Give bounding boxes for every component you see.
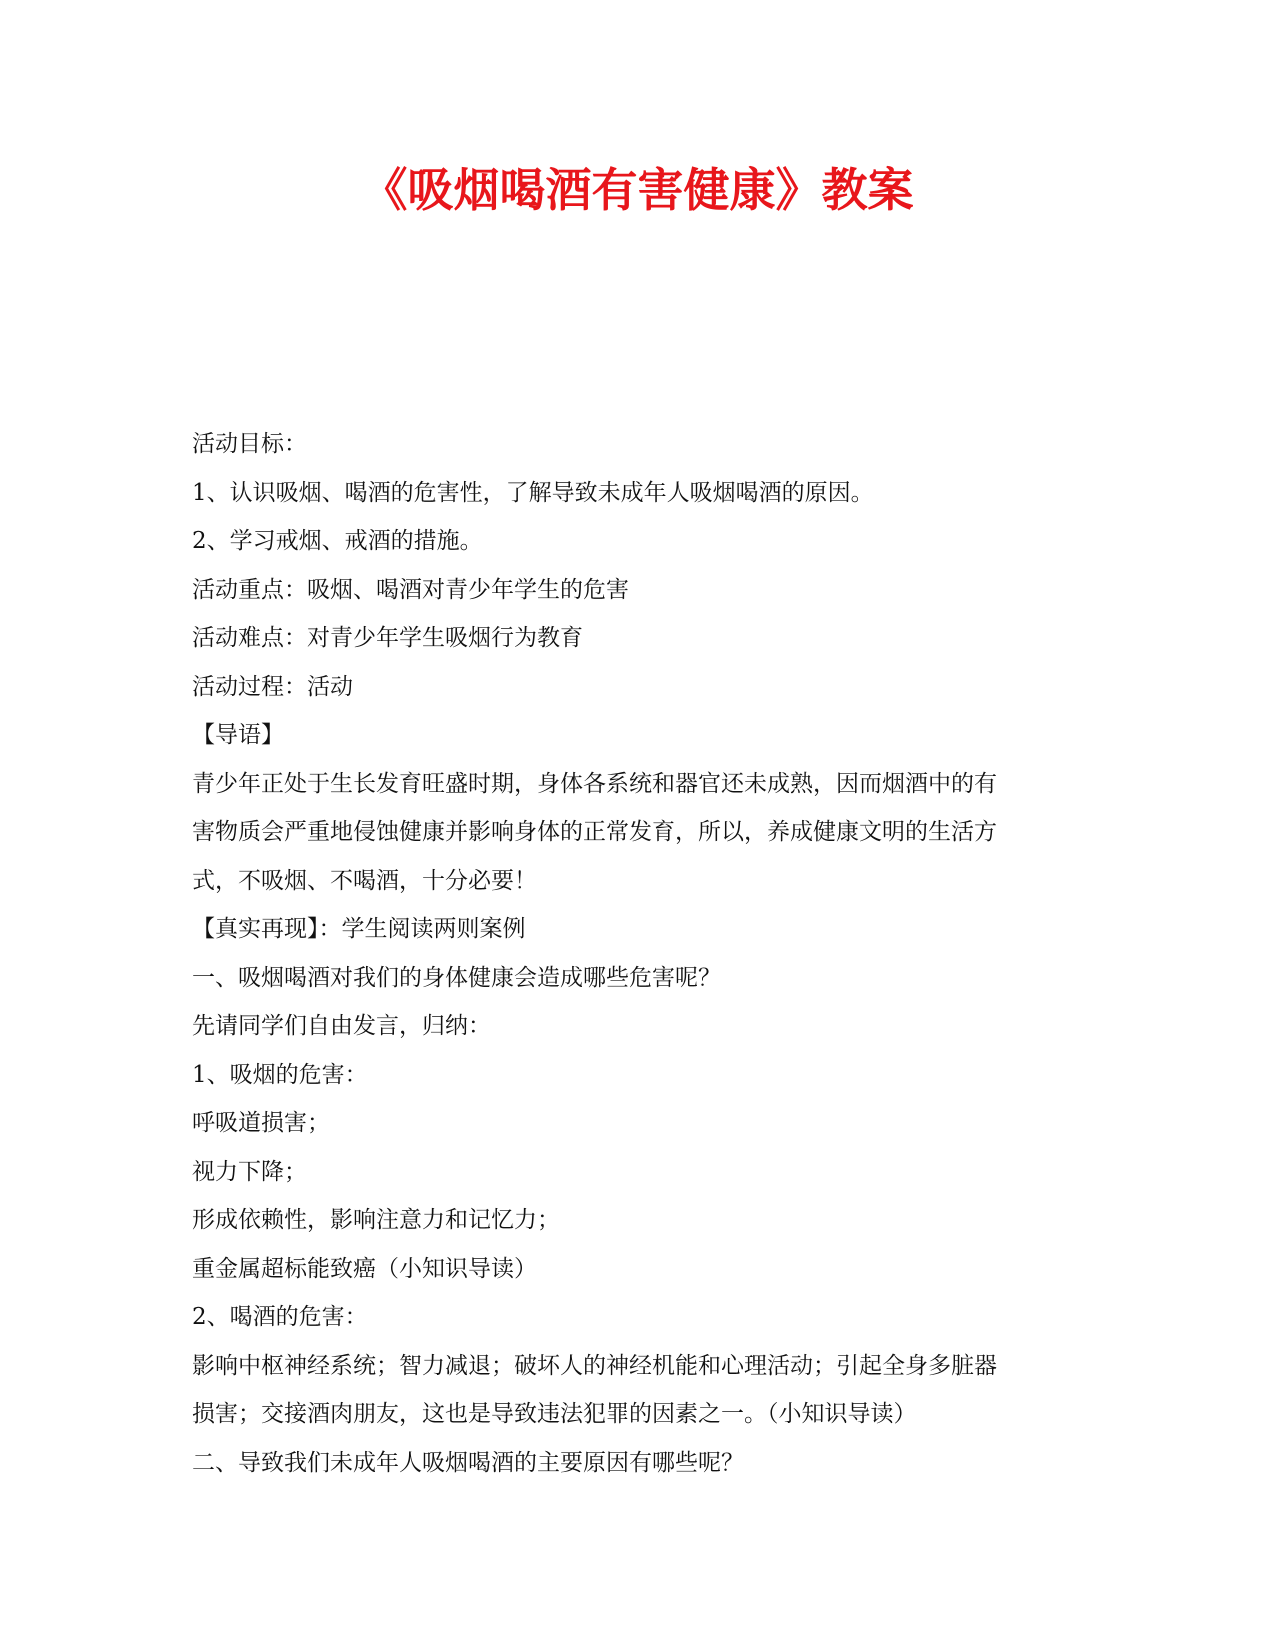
activity-process: 活动过程：活动 <box>192 673 353 700</box>
discussion-summary: 先请同学们自由发言，归纳： <box>192 1013 491 1039</box>
question-2: 二、导致我们未成年人吸烟喝酒的主要原因有哪些呢？ <box>192 1449 744 1476</box>
section-heading-intro: 【导语】 <box>192 722 284 748</box>
activity-difficulty: 活动难点：对青少年学生吸烟行为教育 <box>192 625 583 651</box>
drinking-harm-line-1: 影响中枢神经系统；智力减退；破坏人的神经机能和心理活动；引起全身多脏器 <box>192 1352 997 1379</box>
smoking-harm-item: 视力下降； <box>192 1158 307 1185</box>
intro-paragraph-line-3: 式，不吸烟、不喝酒，十分必要！ <box>192 867 537 894</box>
smoking-harm-item: 呼吸道损害； <box>192 1110 330 1136</box>
section-heading-goals: 活动目标： <box>192 431 307 457</box>
smoking-harm-item: 形成依赖性，影响注意力和记忆力； <box>192 1207 560 1233</box>
goal-item-2: 2、学习戒烟、戒酒的措施。 <box>192 528 483 554</box>
drinking-harm-line-2: 损害；交接酒肉朋友，这也是导致违法犯罪的因素之一。（小知识导读） <box>192 1401 917 1427</box>
drinking-harm-heading: 2、喝酒的危害： <box>192 1304 368 1330</box>
question-1: 一、吸烟喝酒对我们的身体健康会造成哪些危害呢？ <box>192 964 721 991</box>
smoking-harm-heading: 1、吸烟的危害： <box>192 1061 368 1088</box>
activity-focus: 活动重点：吸烟、喝酒对青少年学生的危害 <box>192 576 629 603</box>
intro-paragraph-line-2: 害物质会严重地侵蚀健康并影响身体的正常发育，所以，养成健康文明的生活方 <box>192 819 997 845</box>
page-title: 《吸烟喝酒有害健康》教案 <box>361 163 914 217</box>
intro-paragraph-line-1: 青少年正处于生长发育旺盛时期，身体各系统和器官还未成熟，因而烟酒中的有 <box>192 770 997 797</box>
smoking-harm-item: 重金属超标能致癌（小知识导读） <box>192 1255 537 1282</box>
section-heading-cases: 【真实再现】：学生阅读两则案例 <box>192 916 526 942</box>
goal-item-1: 1、认识吸烟、喝酒的危害性，了解导致未成年人吸烟喝酒的原因。 <box>192 479 874 506</box>
document-body <box>192 420 1072 1487</box>
